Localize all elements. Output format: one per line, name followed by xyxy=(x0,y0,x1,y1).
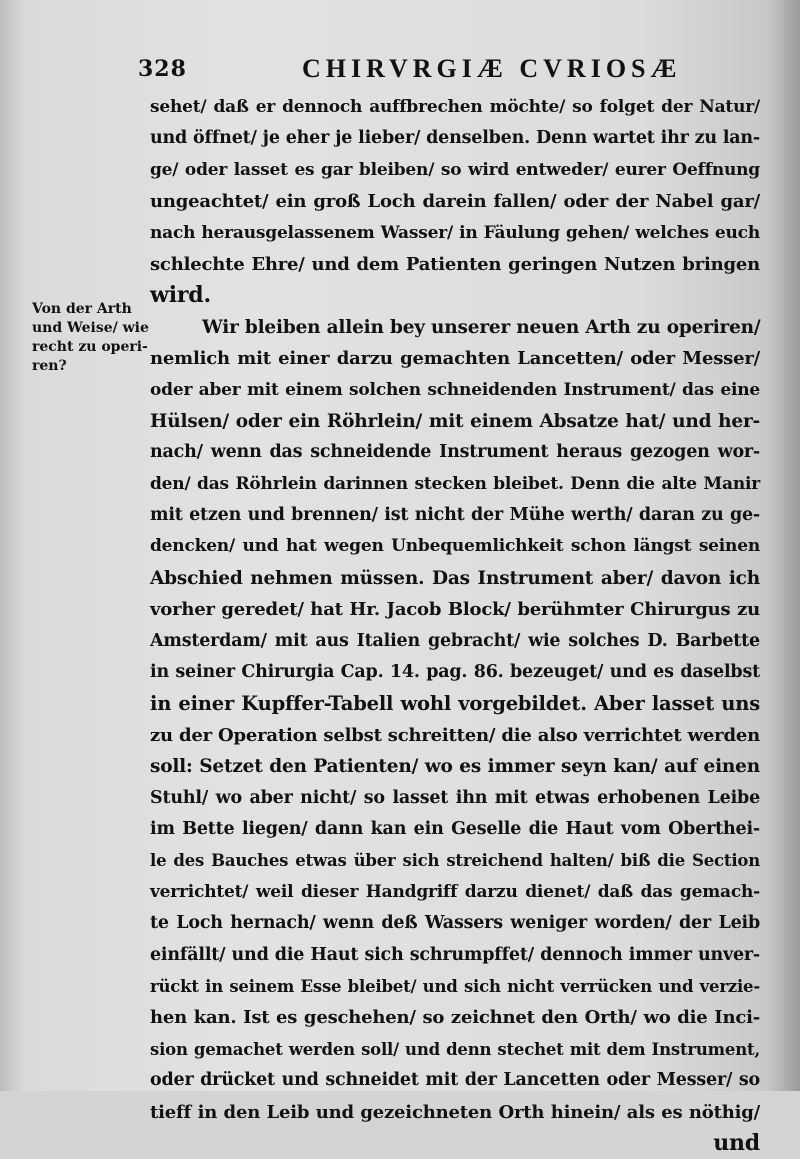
marginal-note-line: Von der Arth xyxy=(32,301,132,317)
text-line: hen kan. Ist es geschehen/ so zeichnet den Orth/ wo die Inci- xyxy=(150,1007,760,1029)
text-line: rückt in seinem Esse bleibet/ und sich nicht verrücken und verzie- xyxy=(150,976,760,996)
text-line: einfällt/ und die Haut sich schrumpffet/ dennoch immer unver- xyxy=(150,944,760,965)
text-line: soll: Setzet den Patienten/ wo es immer seyn kan/ auf einen xyxy=(150,756,760,778)
text-line: und öffnet/ je eher je lieber/ denselben. Denn wartet ihr zu lan- xyxy=(150,128,760,149)
marginal-note-line: recht zu operi- xyxy=(32,339,148,355)
catchword: und xyxy=(713,1129,760,1156)
text-line: le des Bauches etwas über sich streichend halten/ biß die Section xyxy=(150,851,760,871)
marginal-note xyxy=(32,300,147,376)
running-head xyxy=(138,52,778,82)
text-line: mit etzen und brennen/ ist nicht der Mühe werth/ daran zu ge- xyxy=(150,505,760,526)
text-line: in einer Kupffer-Tabell wohl vorgebildet. Aber lasset uns xyxy=(150,692,760,716)
text-line: nemlich mit einer darzu gemachten Lancetten/ oder Messer/ xyxy=(150,348,760,370)
text-line: den/ das Röhrlein darinnen stecken bleibet. Denn die alte Manir xyxy=(150,473,760,494)
book-title: CHIRVRGIÆ CVRIOSÆ xyxy=(302,54,682,83)
marginal-note-line: und Weise/ wie xyxy=(32,320,149,336)
text-line: nach herausgelassenem Wasser/ in Fäulung gehen/ welches euch xyxy=(150,222,760,243)
text-line: Amsterdam/ mit aus Italien gebracht/ wie solches D. Barbette xyxy=(150,630,760,651)
text-line: Stuhl/ wo aber nicht/ so lasset ihn mit etwas erhobenen Leibe xyxy=(150,787,760,808)
text-line: Hülsen/ oder ein Röhrlein/ mit einem Absatze hat/ und her- xyxy=(150,410,760,432)
page-number: 328 xyxy=(138,56,187,82)
text-line: vorher geredet/ hat Hr. Jacob Block/ berühmter Chirurgus zu xyxy=(150,599,760,621)
text-line: ge/ oder lasset es gar bleiben/ so wird entweder/ eurer Oeffnung xyxy=(150,159,760,180)
text-line: zu der Operation selbst schreitten/ die also verrichtet werden xyxy=(150,724,760,746)
text-line: ungeachtet/ ein groß Loch darein fallen/ oder der Nabel gar/ xyxy=(150,191,760,213)
text-line: wird. xyxy=(150,282,211,309)
marginal-note-line: ren? xyxy=(32,358,67,374)
text-line: sion gemachet werden soll/ und denn stechet mit dem Instrument, xyxy=(150,1039,760,1059)
text-line: oder drücket und schneidet mit der Lancetten oder Messer/ so xyxy=(150,1070,760,1091)
body-text xyxy=(150,92,760,1159)
text-line: in seiner Chirurgia Cap. 14. pag. 86. bezeuget/ und es daselbst xyxy=(150,662,760,683)
text-line: nach/ wenn das schneidende Instrument heraus gezogen wor- xyxy=(150,442,760,463)
paragraph-first-line: Wir bleiben allein bey unserer neuen Arth zu operiren/ xyxy=(202,316,761,338)
text-line: schlechte Ehre/ und dem Patienten geringen Nutzen bringen xyxy=(150,253,760,275)
text-line: Abschied nehmen müssen. Das Instrument aber/ davon ich xyxy=(150,567,760,589)
text-line: te Loch hernach/ wenn deß Wassers weniger worden/ der Leib xyxy=(150,913,760,934)
text-line: im Bette liegen/ dann kan ein Geselle die Haut vom Oberthei- xyxy=(150,818,760,839)
text-line: dencken/ und hat wegen Unbequemlichkeit schon längst seinen xyxy=(150,536,760,557)
text-line: sehet/ daß er dennoch auffbrechen möchte/ so folget der Natur/ xyxy=(150,97,760,117)
text-line: tieff in den Leib und gezeichneten Orth hinein/ als es nöthig/ xyxy=(150,1101,760,1123)
text-line: verrichtet/ weil dieser Handgriff darzu dienet/ daß das gemach- xyxy=(150,881,760,902)
text-line: oder aber mit einem solchen schneidenden Instrument/ das eine xyxy=(150,379,760,400)
